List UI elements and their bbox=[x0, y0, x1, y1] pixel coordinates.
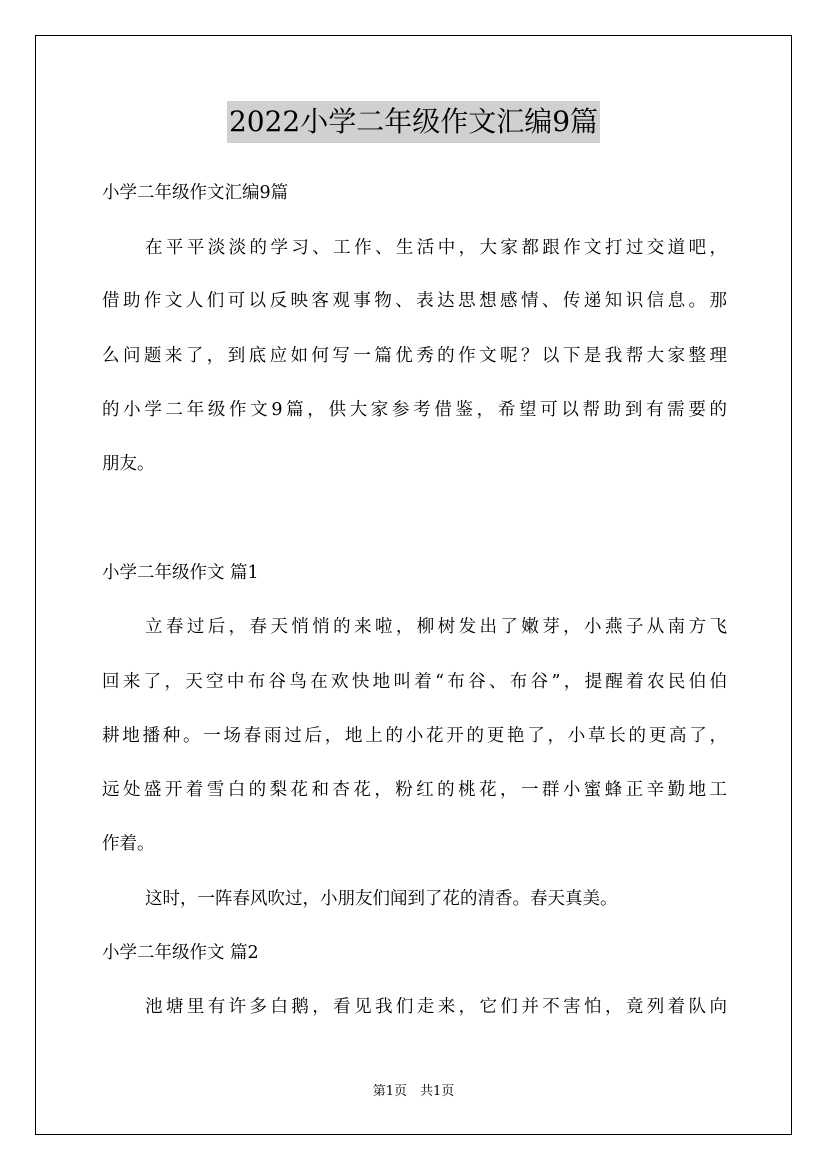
essay-1-line: 这时，一阵春风吹过，小朋友们闻到了花的清香。春天真美。 bbox=[145, 889, 618, 909]
section-heading-2: 小学二年级作文 篇2 bbox=[102, 943, 259, 963]
essay-1-line: 立春过后，春天悄悄的来啦，柳树发出了嫩芽，小燕子从南方飞 bbox=[145, 617, 727, 637]
intro-paragraph-line: 借助作文人们可以反映客观事物、表达思想感情、传递知识信息。那 bbox=[102, 291, 727, 311]
section-heading-1: 小学二年级作文 篇1 bbox=[102, 563, 259, 583]
essay-1-line: 远处盛开着雪白的梨花和杏花，粉红的桃花，一群小蜜蜂正辛勤地工 bbox=[102, 780, 727, 800]
intro-paragraph-line: 朋友。 bbox=[102, 454, 155, 474]
document-title: 2022小学二年级作文汇编9篇 bbox=[227, 101, 600, 143]
essay-1-line: 回来了，天空中布谷鸟在欢快地叫着“布谷、布谷”，提醒着农民伯伯 bbox=[102, 672, 727, 692]
intro-paragraph-line: 在平平淡淡的学习、工作、生活中，大家都跟作文打过交道吧， bbox=[145, 238, 727, 258]
essay-1-line: 作着。 bbox=[102, 834, 155, 854]
intro-paragraph-line: 的小学二年级作文9篇，供大家参考借鉴，希望可以帮助到有需要的 bbox=[102, 400, 727, 420]
intro-paragraph-line: 么问题来了，到底应如何写一篇优秀的作文呢？以下是我帮大家整理 bbox=[102, 346, 727, 366]
essay-2-line: 池塘里有许多白鹅，看见我们走来，它们并不害怕，竟列着队向 bbox=[145, 997, 727, 1017]
subtitle-line: 小学二年级作文汇编9篇 bbox=[102, 183, 289, 203]
essay-1-line: 耕地播种。一场春雨过后，地上的小花开的更艳了，小草长的更高了， bbox=[102, 726, 727, 746]
title-container bbox=[0, 101, 827, 143]
page-footer: 第1页 共1页 bbox=[372, 1084, 455, 1099]
